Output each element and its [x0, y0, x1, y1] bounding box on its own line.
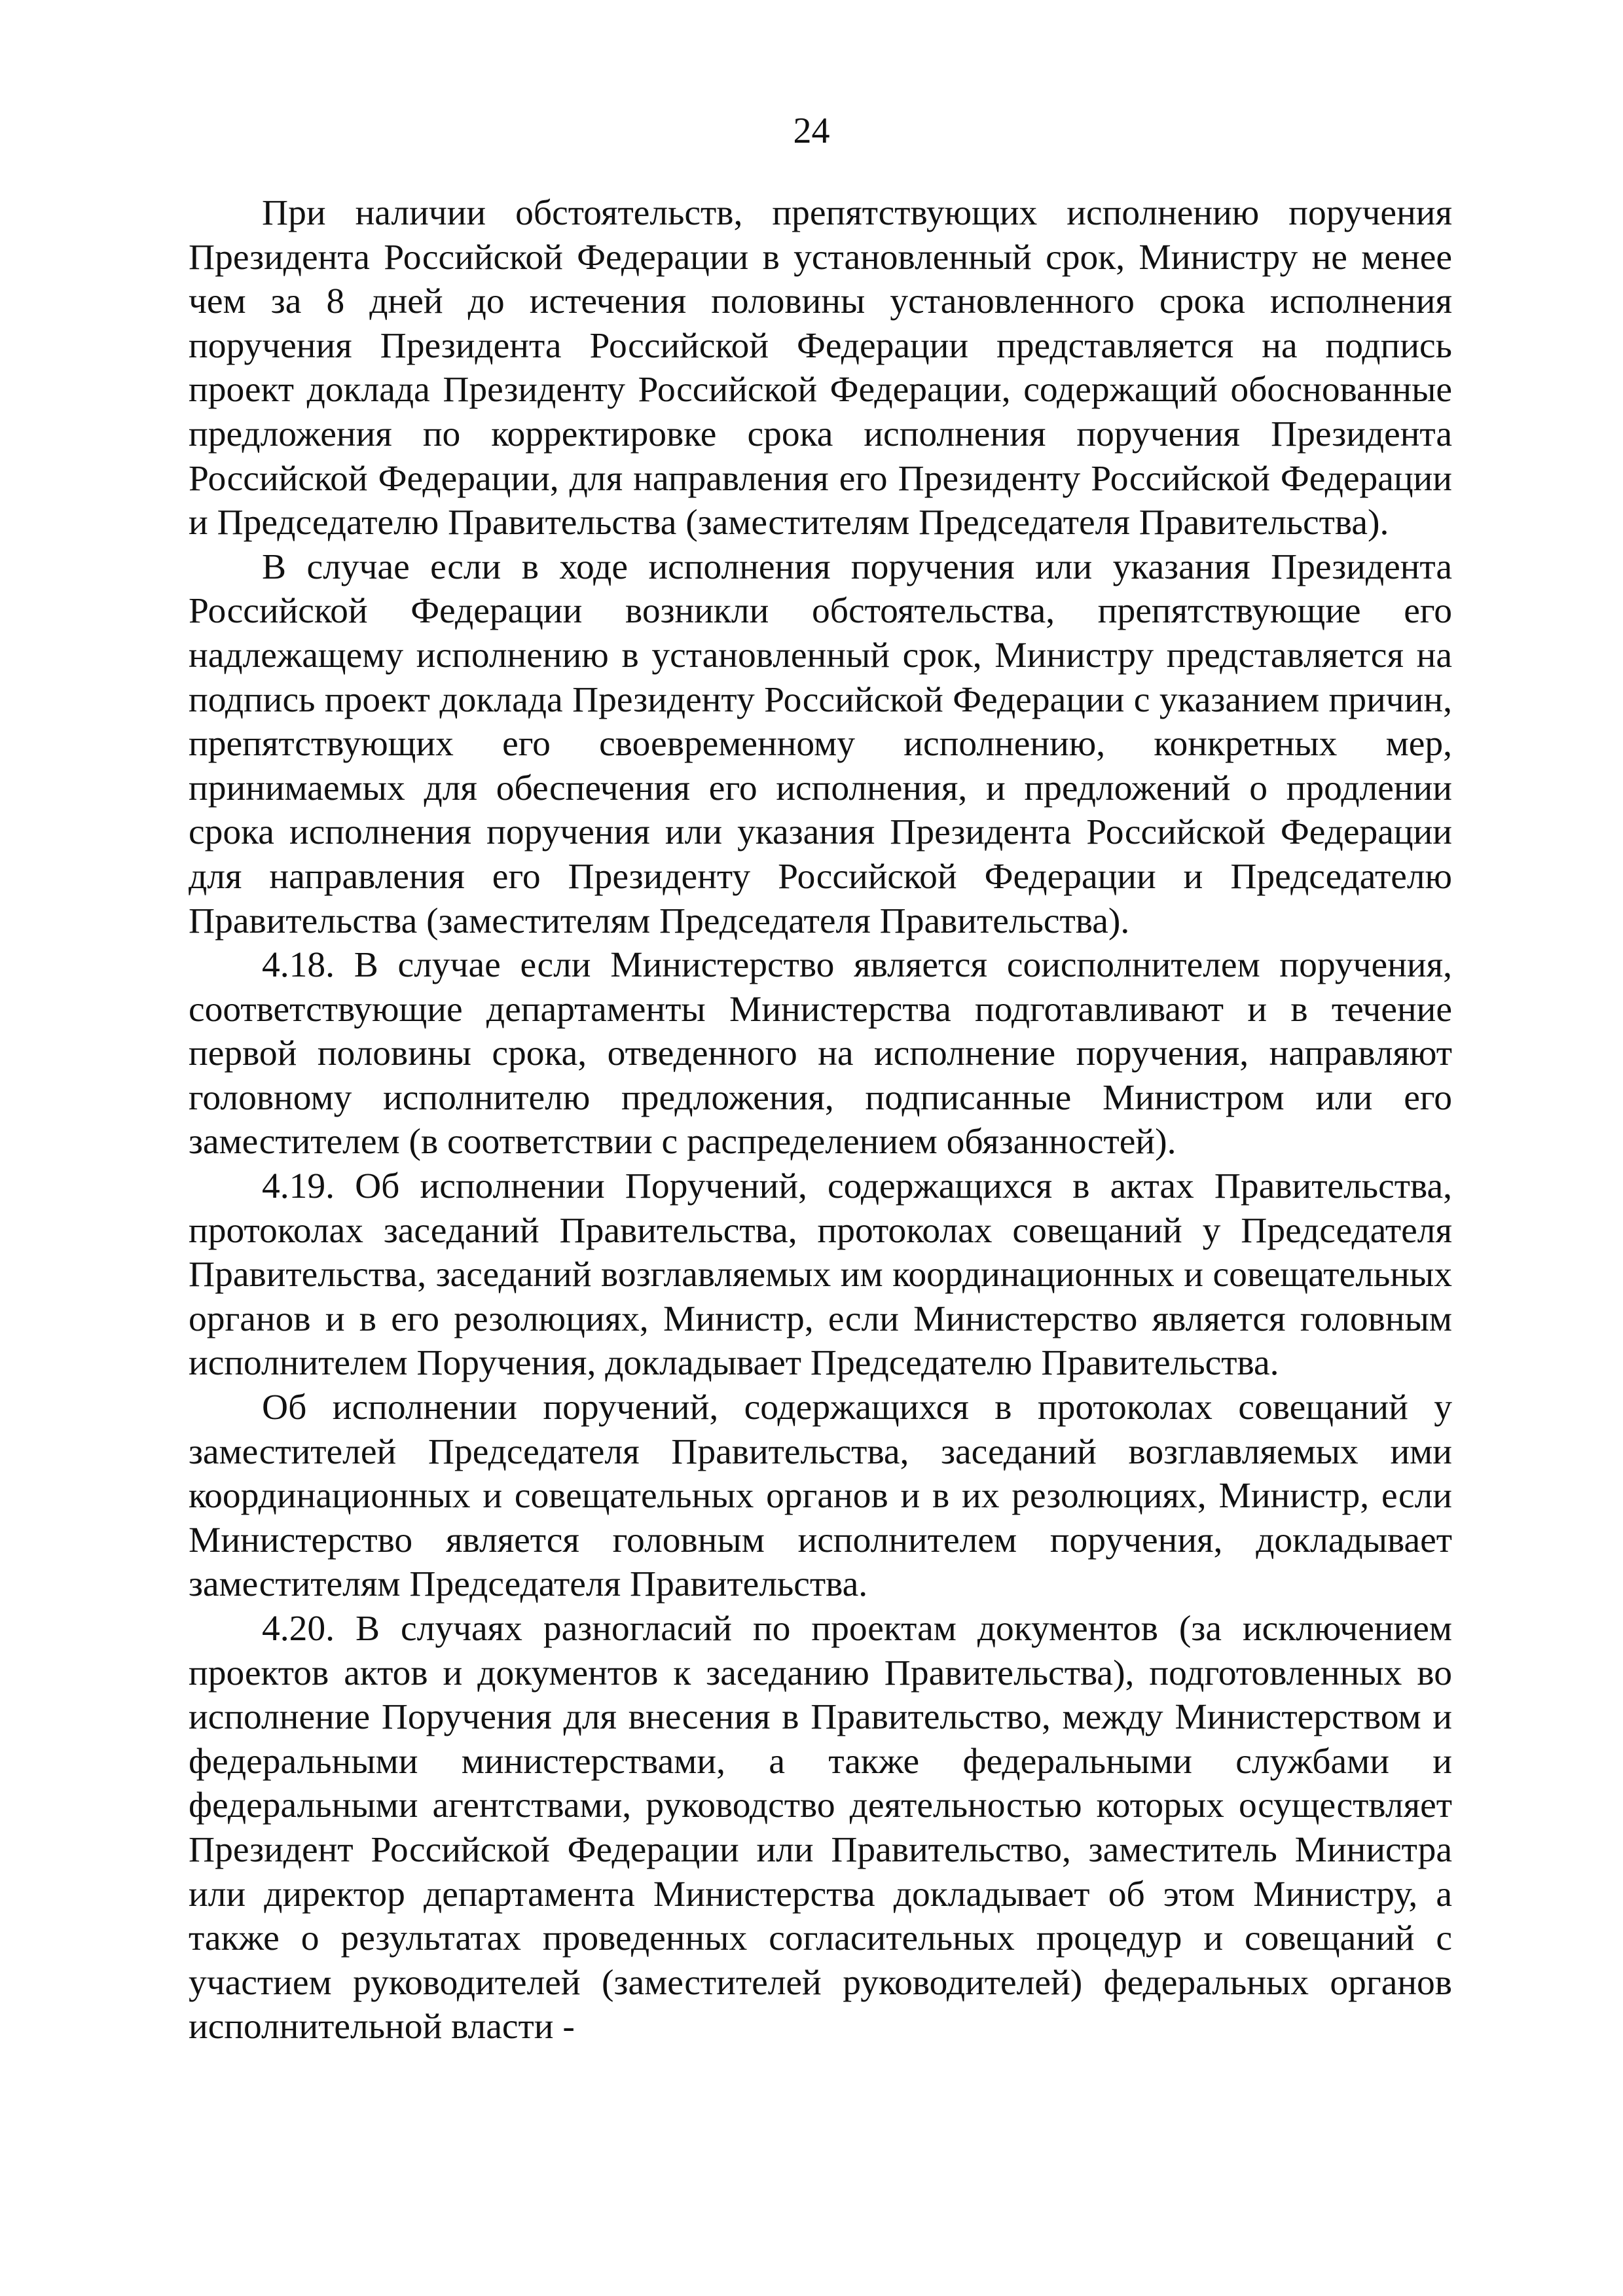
- paragraph-4-20: 4.20. В случаях разногласий по проектам документов (за исключением проектов актов и документов к заседанию Правительства), подготовленных во исполнение Поручения для внесения в Правительство, между Министерством и федеральными министерствами, а также федеральными службами и федеральными агентствами, руководство деятельностью которых осуществляет Президент Российской Федерации или Правительство, заместитель Министра или директор департамента Министерства докладывает об этом Министру, а также о результатах проведенных согласительных процедур и совещаний с участием руководителей (заместителей руководителей) федеральных органов исполнительной власти -: [189, 1609, 1452, 2047]
- document-body: [189, 191, 1452, 2049]
- paragraph-extension-request: При наличии обстоятельств, препятствующих исполнению поручения Президента Российской Федерации в установленный срок, Министру не менее чем за 8 дней до истечения половины установленного срока исполнения поручения Президента Российской Федерации представляется на подпись проект доклада Президенту Российской Федерации, содержащий обоснованные предложения по корректировке срока исполнения поручения Президента Российской Федерации, для направления его Президенту Российской Федерации и Председателю Правительства (заместителям Председателя Правительства).: [189, 193, 1452, 543]
- page-number: 24: [793, 111, 830, 151]
- paragraph-4-18: 4.18. В случае если Министерство является соисполнителем поручения, соответствующие департаменты Министерства подготавливают и в течение первой половины срока, отведенного на исполнение поручения, направляют головному исполнителю предложения, подписанные Министром или его заместителем (в соответствии с распределением обязанностей).: [189, 945, 1452, 1162]
- paragraph-obstacles-report: В случае если в ходе исполнения поручения или указания Президента Российской Федерации возникли обстоятельства, препятствующие его надлежащему исполнению в установленный срок, Министру представляется на подпись проект доклада Президенту Российской Федерации с указанием причин, препятствующих его своевременному исполнению, конкретных мер, принимаемых для обеспечения его исполнения, и предложений о продлении срока исполнения поручения или указания Президента Российской Федерации для направления его Президенту Российской Федерации и Председателю Правительства (заместителям Председателя Правительства).: [189, 547, 1452, 941]
- paragraph-4-19: 4.19. Об исполнении Поручений, содержащихся в актах Правительства, протоколах заседаний Правительства, протоколах совещаний у Председателя Правительства, заседаний возглавляемых им координационных и совещательных органов и в его резолюциях, Министр, если Министерство является головным исполнителем Поручения, докладывает Председателю Правительства.: [189, 1166, 1452, 1384]
- paragraph-deputy-chairmen-orders: Об исполнении поручений, содержащихся в протоколах совещаний у заместителей Председателя Правительства, заседаний возглавляемых ими координационных и совещательных органов и в их резолюциях, Министр, если Министерство является головным исполнителем поручения, докладывает заместителям Председателя Правительства.: [189, 1388, 1452, 1605]
